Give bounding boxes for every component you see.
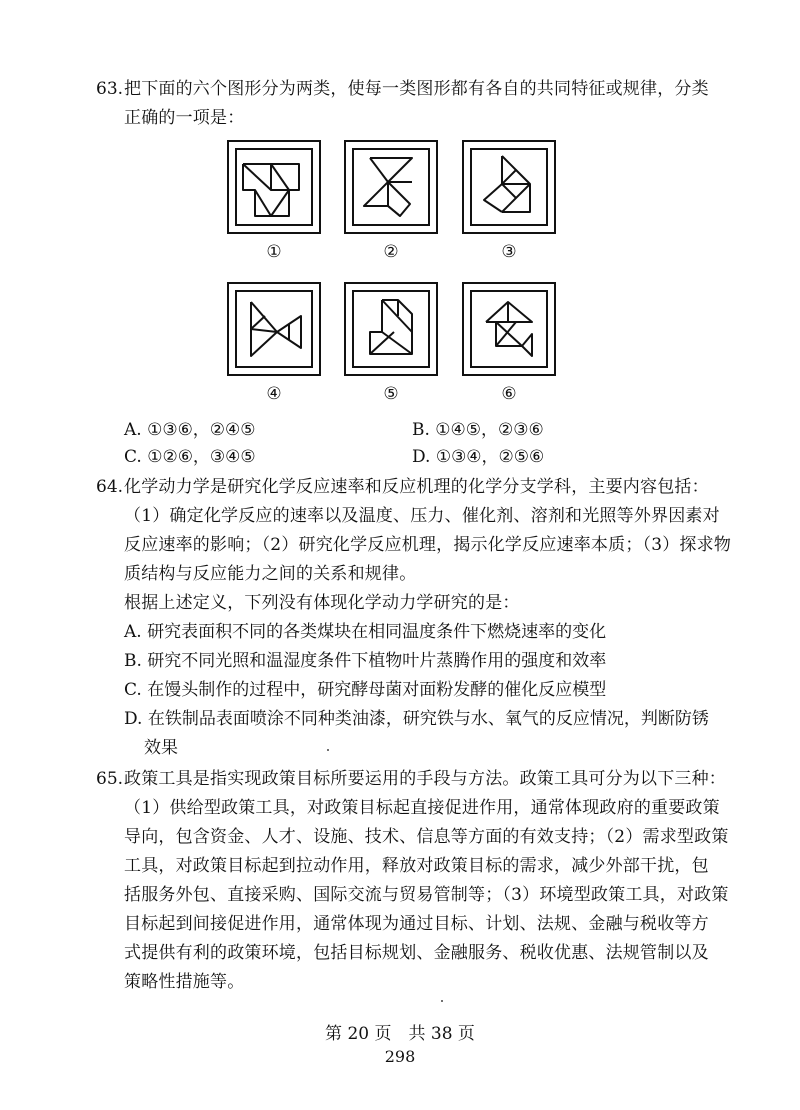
figure-label-6: ⑥ <box>501 384 517 404</box>
q64-option-c[interactable]: C. 在馒头制作的过程中，研究酵母菌对面粉发酵的催化反应模型 <box>124 680 607 700</box>
figure-3-shape <box>472 150 546 224</box>
q65-text-line-7: 式提供有利的政策环境，包括目标规划、金融服务、税收优惠、法规管制以及 <box>124 943 709 963</box>
figure-5-shape <box>354 292 428 366</box>
q64-text-line-5: 根据上述定义，下列没有体现化学动力学研究的是： <box>124 593 520 613</box>
figure-3 <box>462 140 556 234</box>
q63-option-a[interactable]: A. ①③⑥，②④⑤ <box>124 420 256 440</box>
q63-option-d[interactable]: D. ①③④，②⑤⑥ <box>412 447 545 467</box>
scan-speck <box>327 749 329 751</box>
q64-text-line-1: 化学动力学是研究化学反应速率和反应机理的化学分支学科，主要内容包括： <box>124 477 709 497</box>
figure-label-1: ① <box>266 242 282 262</box>
figure-label-4: ④ <box>266 384 282 404</box>
q65-text-line-3: 导向，包含资金、人才、设施、技术、信息等方面的有效支持；（2）需求型政策 <box>124 827 729 847</box>
figure-4-shape <box>237 292 311 366</box>
figure-5 <box>344 282 438 376</box>
q64-text-line-4: 质结构与反应能力之间的关系和规律。 <box>124 564 417 584</box>
figure-6-shape <box>472 292 546 366</box>
q65-text-line-6: 目标起到间接促进作用，通常体现为通过目标、计划、法规、金融与税收等方 <box>124 914 709 934</box>
q64-option-d-continued: 效果 <box>144 738 178 758</box>
figure-1 <box>227 140 321 234</box>
figure-4 <box>227 282 321 376</box>
page-number: 298 <box>384 1047 416 1066</box>
figure-label-2: ② <box>383 242 399 262</box>
q63-text-line-2: 正确的一项是： <box>124 108 245 128</box>
scan-speck-2 <box>441 1000 443 1002</box>
q64-option-a[interactable]: A. 研究表面积不同的各类煤块在相同温度条件下燃烧速率的变化 <box>124 622 607 642</box>
figure-6 <box>462 282 556 376</box>
figure-2-shape <box>354 150 428 224</box>
q63-text-line-1: 把下面的六个图形分为两类，使每一类图形都有各自的共同特征或规律，分类 <box>124 79 709 99</box>
page-info: 第 20 页 共 38 页 <box>325 1024 475 1044</box>
q64-text-line-3: 反应速率的影响；（2）研究化学反应机理，揭示化学反应速率本质；（3）探求物 <box>124 535 732 555</box>
question-number-64: 64. <box>96 477 124 497</box>
q64-option-b[interactable]: B. 研究不同光照和温湿度条件下植物叶片蒸腾作用的强度和效率 <box>124 651 607 671</box>
figure-1-shape <box>237 150 311 224</box>
q65-text-line-2: （1）供给型政策工具，对政策目标起直接促进作用，通常体现政府的重要政策 <box>124 798 720 818</box>
figure-label-3: ③ <box>501 242 517 262</box>
q63-option-b[interactable]: B. ①④⑤，②③⑥ <box>412 420 544 440</box>
q65-text-line-1: 政策工具是指实现政策目标所要运用的手段与方法。政策工具可分为以下三种： <box>124 769 726 789</box>
figure-label-5: ⑤ <box>383 384 399 404</box>
q65-text-line-4: 工具，对政策目标起到拉动作用，释放对政策目标的需求，减少外部干扰，包 <box>124 856 709 876</box>
q65-text-line-5: 括服务外包、直接采购、国际交流与贸易管制等；（3）环境型政策工具，对政策 <box>124 885 729 905</box>
q64-option-d[interactable]: D. 在铁制品表面喷涂不同种类油漆，研究铁与水、氧气的反应情况，判断防锈 <box>124 709 709 729</box>
figure-2 <box>344 140 438 234</box>
q65-text-line-8: 策略性措施等。 <box>124 972 245 992</box>
question-number-65: 65. <box>96 769 124 789</box>
question-number-63: 63. <box>96 79 124 99</box>
q64-text-line-2: （1）确定化学反应的速率以及温度、压力、催化剂、溶剂和光照等外界因素对 <box>124 506 720 526</box>
q63-option-c[interactable]: C. ①②⑥，③④⑤ <box>124 447 256 467</box>
